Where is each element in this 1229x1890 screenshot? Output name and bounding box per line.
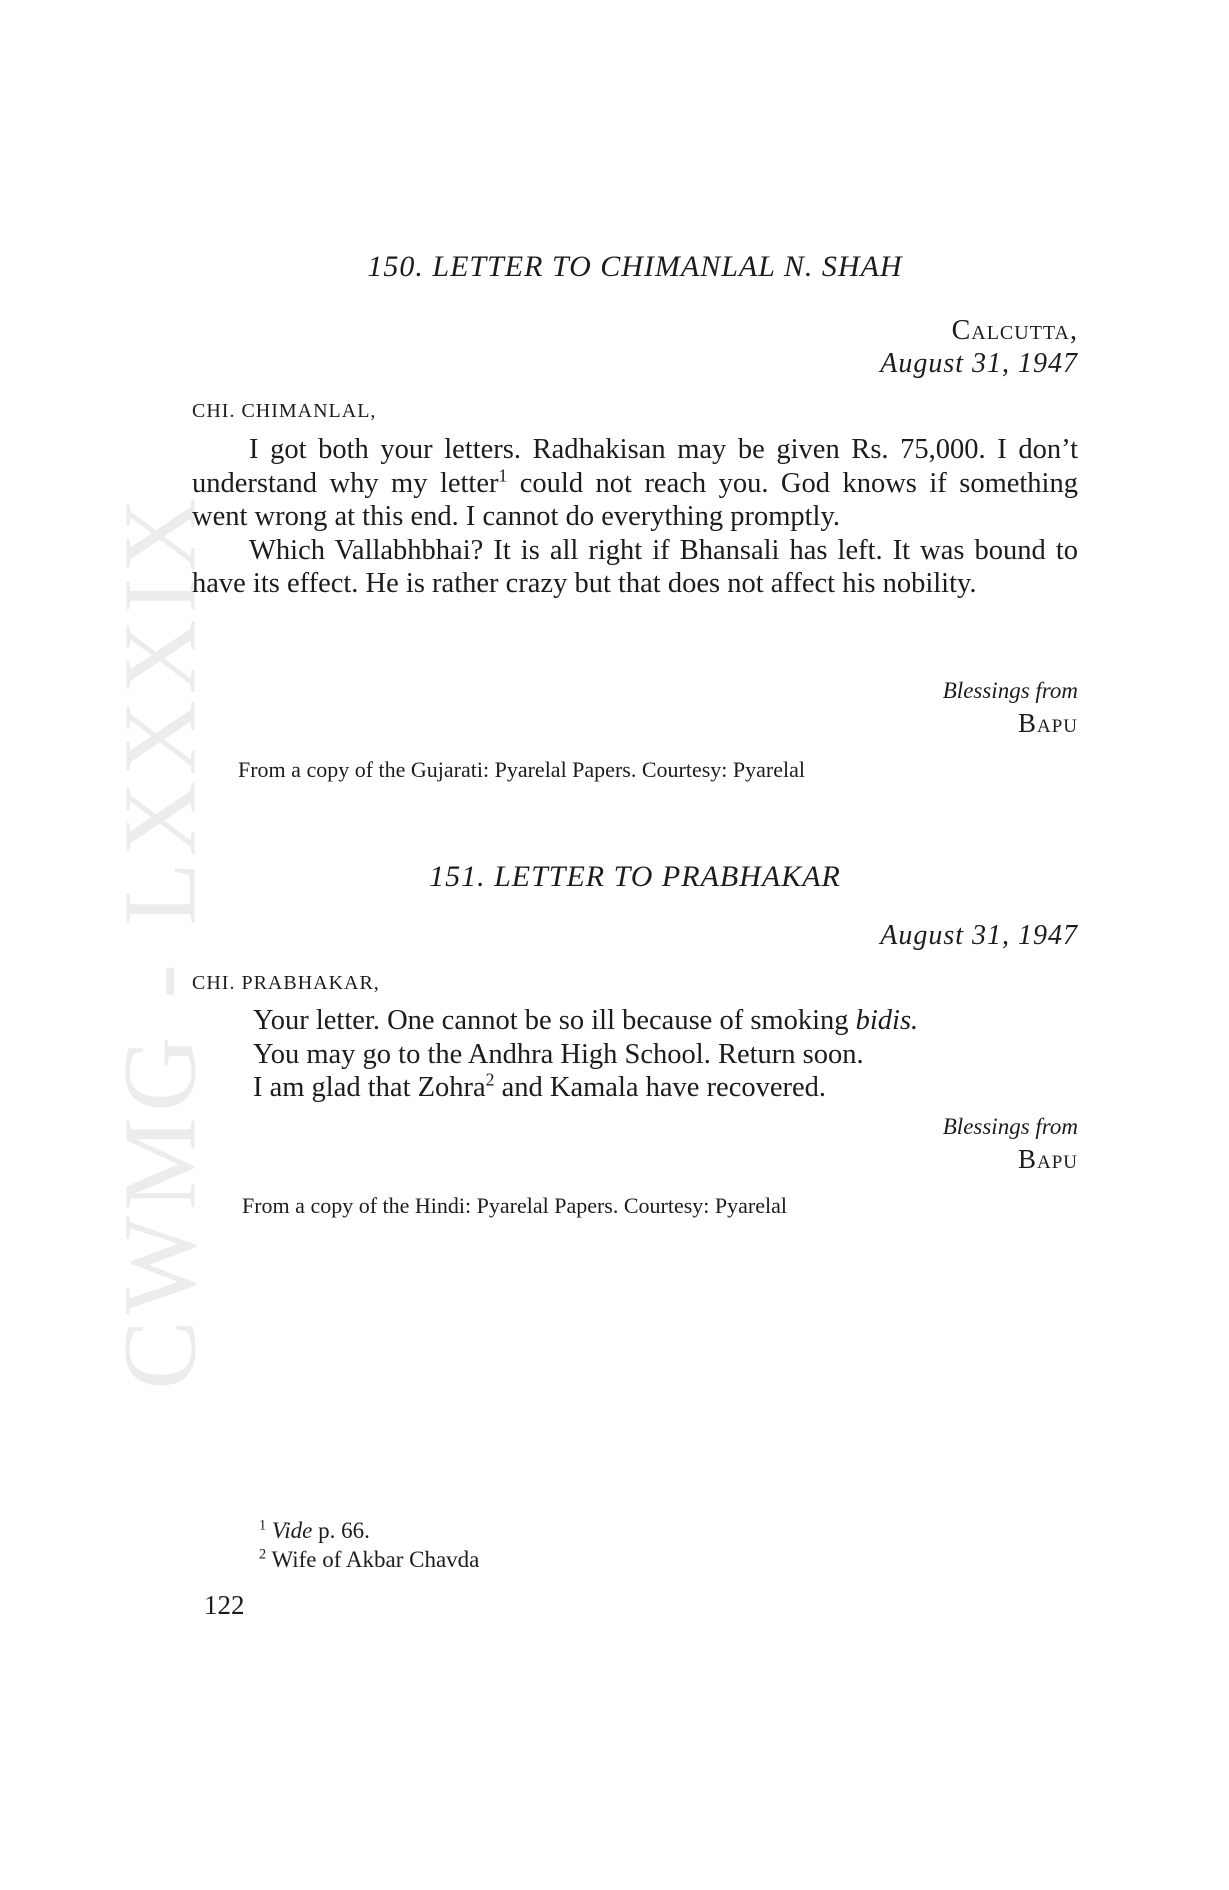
footnote-ref-1: 1: [498, 465, 508, 486]
footnotes: [259, 1516, 479, 1574]
letter-151-body: [253, 1004, 918, 1105]
letter-150-signature: Bapu: [1017, 708, 1078, 738]
letter-151-salutation: CHI. PRABHAKAR,: [192, 972, 380, 994]
footnote-ref-2: 2: [485, 1069, 495, 1090]
watermark-text: CWMG - LXXXIX: [102, 490, 218, 1390]
letter-151-heading: 151. LETTER TO PRABHAKAR: [429, 860, 841, 893]
letter-150-source: From a copy of the Gujarati: Pyarelal Papers. Courtesy: Pyarelal: [238, 757, 805, 782]
letter-151-line: You may go to the Andhra High School. Return soon.: [253, 1038, 864, 1070]
letter-151-closing: Blessings from: [942, 1114, 1078, 1139]
letter-151-date: August 31, 1947: [880, 920, 1078, 951]
letter-151-signature: Bapu: [1017, 1144, 1078, 1174]
letter-150-date: August 31, 1947: [880, 348, 1078, 379]
letter-151-source: From a copy of the Hindi: Pyarelal Papers. Courtesy: Pyarelal: [242, 1193, 787, 1218]
letter-151-line: I am glad that Zohra$^2$ and Kamala have recovered.: [253, 1069, 827, 1104]
letter-150-heading: 150. LETTER TO CHIMANLAL N. SHAH: [367, 250, 903, 283]
letter-150-salutation: CHI. CHIMANLAL,: [192, 400, 377, 422]
document-page: [192, 0, 1078, 1890]
page-number: 122: [204, 1590, 245, 1620]
letter-150-paragraph: Which Vallabhbhai? It is all right if Bhansali has left. It was bound to have its effect. He is rather crazy but that does not affect his nobility.: [192, 534, 1078, 600]
letter-150-closing: Blessings from: [942, 678, 1078, 703]
letter-150-place: Calcutta,: [951, 315, 1078, 346]
footnote-1: $^1$ Vide p. 66.: [259, 1517, 370, 1543]
letter-150-body: [192, 433, 1078, 601]
footnote-2: $^2$ Wife of Akbar Chavda: [259, 1546, 480, 1572]
letter-150-paragraph: I got both your letters. Radhakisan may be given Rs. 75,000. I don’t understand why my letter$^1$ could not reach you. God knows if something went wrong at this end. I cannot do everything promptly.: [192, 434, 1078, 533]
letter-151-line: Your letter. One cannot be so ill because of smoking bidis.: [253, 1005, 919, 1036]
